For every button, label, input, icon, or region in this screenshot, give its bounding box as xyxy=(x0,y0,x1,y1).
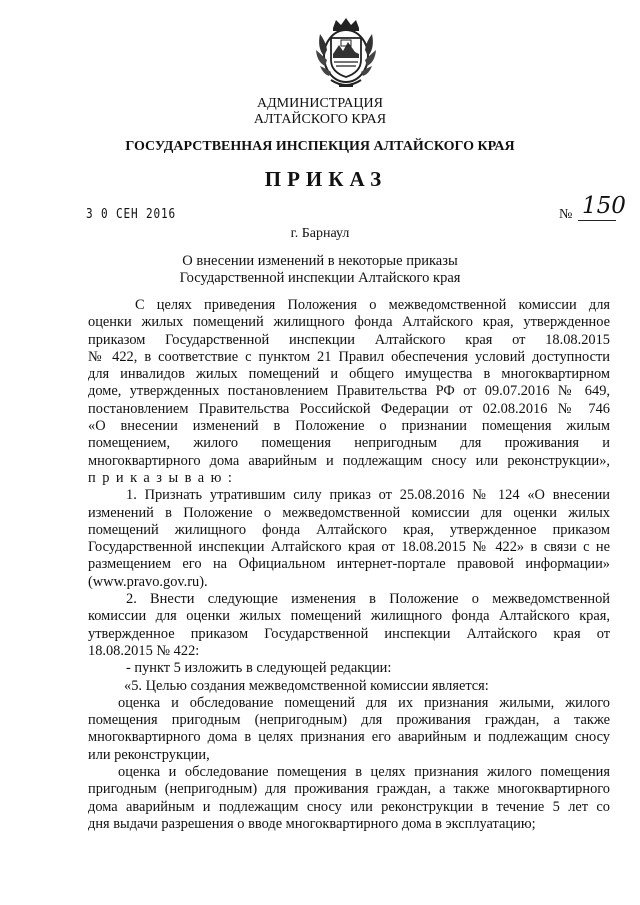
body-line: 1. Признать утратившим силу приказ от 25.08.2016 № 124 «О внесении xyxy=(126,487,610,504)
organization-name-line2: АЛТАЙСКОГО КРАЯ xyxy=(253,112,387,127)
body-line: Государственной инспекции Алтайского края от 18.08.2015 № 422» в связи с не xyxy=(88,539,610,556)
order-number-underline xyxy=(578,220,616,221)
body-line: изменений в Положение о межведомственной комиссии для оценки жилых xyxy=(88,504,610,521)
subject-line1: О внесении изменений в некоторые приказы xyxy=(182,253,458,269)
order-number-handwritten: 150 xyxy=(582,193,626,219)
body-line: постановлением Правительства Российской Федерации от 02.08.2016 № 746 xyxy=(88,400,610,417)
body-line: № 422, в соответствие с пунктом 21 Правил обеспечения условий доступности xyxy=(88,348,610,365)
altai-coat-of-arms-emblem xyxy=(303,14,389,94)
body-line: многоквартирного дома аварийным и подлежащим сносу или реконструкции», xyxy=(88,452,610,469)
body-line: многоквартирного дома в целях признания его аварийным и подлежащим сносу xyxy=(88,729,610,746)
body-line: оценка и обследование помещений для их признания жилыми, жилого xyxy=(118,694,610,711)
body-line: 2. Внести следующие изменения в Положение о межведомственной xyxy=(126,591,610,608)
body-line: доме, утвержденных постановлением Правительства РФ от 09.07.2016 № 649, xyxy=(88,383,610,400)
body-line: «5. Целью создания межведомственной комиссии является: xyxy=(124,677,489,694)
body-line: размещением его на Официальном интернет-портале правовой информации» xyxy=(88,556,610,573)
body-line: помещения пригодным (непригодным) для проживания граждан, а также xyxy=(88,712,610,729)
body-line: помещений жилищного фонда Алтайского края, утвержденное приказом xyxy=(88,521,610,538)
body-line: (www.pravo.gov.ru). xyxy=(88,573,208,590)
body-line-order-word: приказываю: xyxy=(88,469,239,486)
body-line: - пункт 5 изложить в следующей редакции: xyxy=(126,660,392,677)
subject-line2: Государственной инспекции Алтайского края xyxy=(179,270,461,286)
inspection-name: ГОСУДАРСТВЕННАЯ ИНСПЕКЦИЯ АЛТАЙСКОГО КРАЯ xyxy=(125,139,515,154)
order-number-label: № xyxy=(559,207,573,222)
body-line: дома аварийным и подлежащим сносу или реконструкции в течение 5 лет со xyxy=(88,798,610,815)
body-line: помещением, жилого помещения непригодным для проживания и xyxy=(88,435,610,452)
order-body-text xyxy=(88,297,610,833)
body-line: «О внесении изменений в Положение о признании помещения жилым xyxy=(88,418,610,435)
organization-name-line1: АДМИНИСТРАЦИЯ xyxy=(257,96,383,111)
body-line: оценка и обследование помещения в целях признания жилого помещения xyxy=(118,764,610,781)
body-line: пригодным (непригодным) для проживания граждан, а также многоквартирного xyxy=(88,781,610,798)
body-line: или реконструкции, xyxy=(88,746,210,763)
body-line: приказом Государственной инспекции Алтайского края от 18.08.2015 xyxy=(88,331,610,348)
body-line: дня выдачи разрешения о вводе многоквартирного дома в эксплуатацию; xyxy=(88,815,536,832)
body-line: комиссии для оценки жилых помещений жилищного фонда Алтайского края, xyxy=(88,608,610,625)
date-stamp: 3 0 СЕН 2016 xyxy=(86,207,177,222)
body-line: утвержденное приказом Государственной инспекции Алтайского края от xyxy=(88,625,610,642)
body-line: для инвалидов жилых помещений и общего имущества в многоквартирном xyxy=(88,366,610,383)
document-title: ПРИКАЗ xyxy=(264,167,388,191)
body-line: 18.08.2015 № 422: xyxy=(88,642,200,659)
city-name: г. Барнаул xyxy=(290,226,350,241)
body-line: С целях приведения Положения о межведомственной комиссии для xyxy=(135,297,610,313)
body-line: оценки жилых помещений жилищного фонда Алтайского края, утвержденное xyxy=(88,314,610,331)
